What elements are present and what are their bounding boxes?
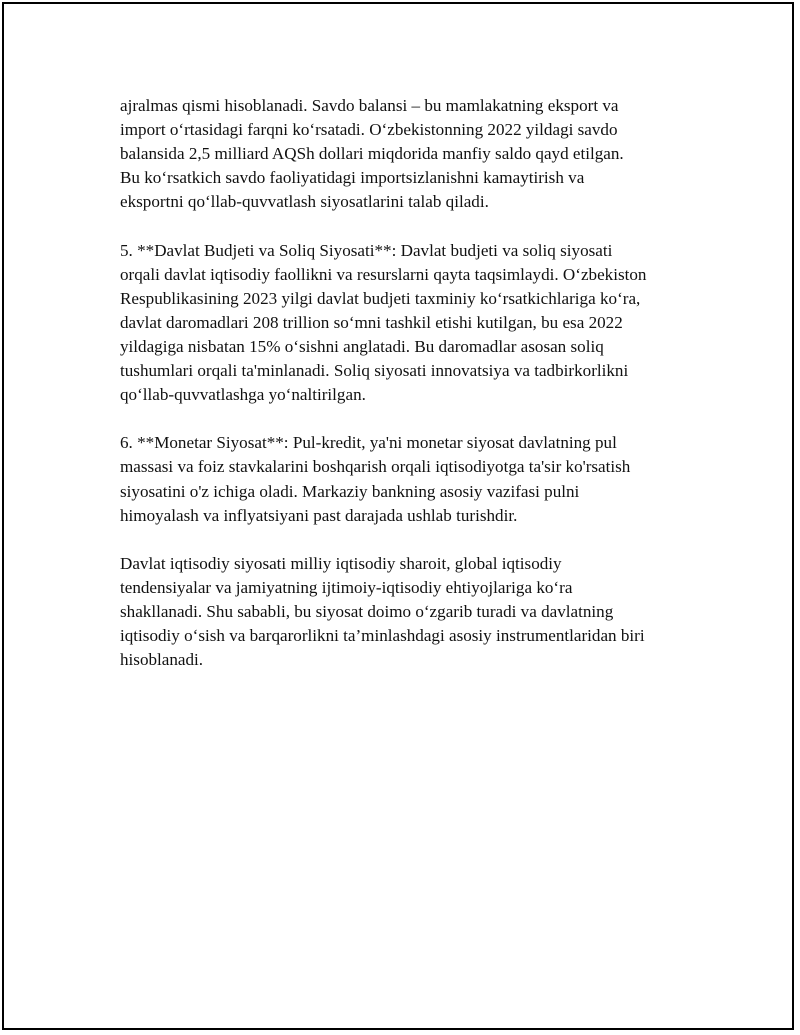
text-line: hisoblanadi. [120,650,204,670]
text-line: 5. **Davlat Budjeti va Soliq Siyosati**: Davlat budjeti va soliq siyosati [120,240,613,260]
text-line: tushumlari orqali ta'minlanadi. Soliq siyosati innovatsiya va tadbirkorlikni [120,361,629,381]
text-line: import oʻrtasidagi farqni koʻrsatadi. Oʻzbekistonning 2022 yildagi savdo [120,120,618,140]
text-line: tendensiyalar va jamiyatning ijtimoiy-iqtisodiy ehtiyojlariga koʻra [120,577,573,597]
text-line: himoyalash va inflyatsiyani past darajada ushlab turishdir. [120,505,518,525]
text-line: yildagiga nisbatan 15% oʻsishni anglatadi. Bu daromadlar asosan soliq [120,336,604,356]
paragraph-conclusion [120,552,700,672]
text-line: 6. **Monetar Siyosat**: Pul-kredit, ya'ni monetar siyosat davlatning pul [120,433,617,453]
text-line: shakllanadi. Shu sababli, bu siyosat doimo oʻzgarib turadi va davlatning [120,601,614,621]
text-line: Davlat iqtisodiy siyosati milliy iqtisodiy sharoit, global iqtisodiy [120,553,562,573]
page-frame [2,2,794,1030]
text-line: balansida 2,5 milliard AQSh dollari miqdorida manfiy saldo qayd etilgan. [120,144,624,164]
text-line: ajralmas qismi hisoblanadi. Savdo balansi – bu mamlakatning eksport va [120,96,619,115]
paragraph-monetary-policy [120,431,700,527]
text-line: eksportni qoʻllab-quvvatlash siyosatlarini talab qiladi. [120,192,489,212]
paragraph-budget-tax-policy [120,239,700,408]
text-line: iqtisodiy oʻsish va barqarorlikni ta’minlashdagi asosiy instrumentlaridan biri [120,626,645,646]
page-content [120,94,700,696]
text-line: orqali davlat iqtisodiy faollikni va resurslarni qayta taqsimlaydi. Oʻzbekiston [120,264,647,284]
text-line: massasi va foiz stavkalarini boshqarish orqali iqtisodiyotga ta'sir ko'rsatish [120,457,631,477]
text-line: Bu koʻrsatkich savdo faoliyatidagi importsizlanishni kamaytirish va [120,168,585,188]
text-line: davlat daromadlari 208 trillion soʻmni tashkil etishi kutilgan, bu esa 2022 [120,312,623,332]
text-line: qoʻllab-quvvatlashga yoʻnaltirilgan. [120,385,366,405]
text-line: siyosatini o'z ichiga oladi. Markaziy bankning asosiy vazifasi pulni [120,481,580,501]
paragraph-trade-balance [120,94,700,214]
text-line: Respublikasining 2023 yilgi davlat budjeti taxminiy koʻrsatkichlariga koʻra, [120,288,641,308]
